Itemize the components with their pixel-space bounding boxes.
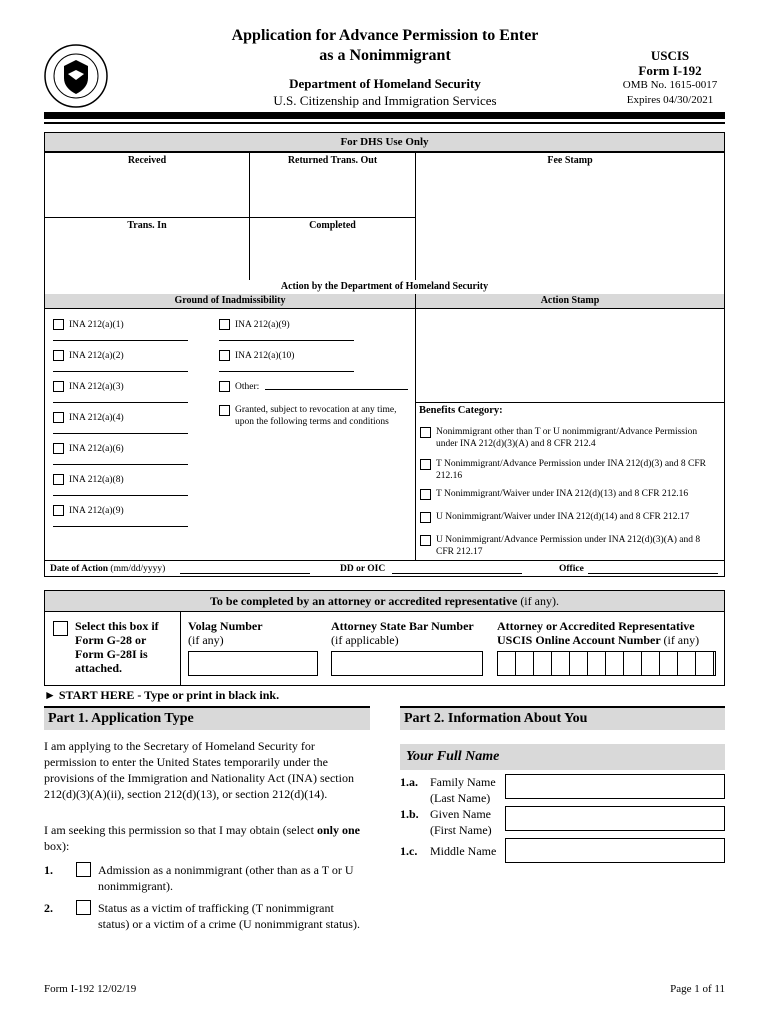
benefit-option[interactable]: T Nonimmigrant/Advance Permission under INA 212(d)(3) and 8 CFR 212.16 — [420, 458, 720, 482]
field-number: 1.a. — [400, 775, 418, 789]
middle-name-label: Middle Name — [430, 844, 497, 858]
part1-para1: I am applying to the Secretary of Homeland Security for permission to enter the United States temporarily under the provisions of the Immigration and Nationality Act (INA) section 212(d)(3)(A)(ii), section 212(d)(13), or section 212(d)(14). — [44, 739, 354, 801]
form-id-block: USCIS Form I-192 OMB No. 1615-0017 Expires 04/30/2021 — [622, 48, 718, 106]
g28-label: Select this box if Form G-28 or Form G-28I is attached. — [75, 619, 159, 675]
dd-oic-line[interactable] — [392, 573, 522, 574]
ina-option[interactable]: INA 212(a)(2) — [53, 350, 124, 362]
ina-option[interactable]: INA 212(a)(10) — [219, 350, 294, 362]
other-line — [265, 389, 408, 390]
part1-para2: I am seeking this permission so that I may obtain (select only one box): — [44, 823, 360, 853]
footer-form-id: Form I-192 12/02/19 — [44, 983, 137, 995]
checkbox[interactable] — [53, 350, 64, 361]
part1-title: Part 1. Application Type — [44, 706, 370, 730]
part2-title: Part 2. Information About You — [400, 706, 725, 730]
uscis-account-label: Attorney or Accredited Representative USCIS Online Account Number (if any) — [497, 619, 700, 647]
ground-header: Ground of Inadmissibility — [45, 294, 416, 309]
benefit-option[interactable]: T Nonimmigrant/Waiver under INA 212(d)(13) and 8 CFR 212.16 — [420, 488, 720, 500]
divider — [415, 402, 724, 403]
dhs-seal-icon — [44, 44, 108, 108]
dhs-use-title: For DHS Use Only — [45, 133, 724, 152]
volag-input[interactable] — [188, 651, 318, 676]
checkbox[interactable] — [53, 319, 64, 330]
field-number: 1.b. — [400, 807, 419, 821]
trans-in-cell: Trans. In — [44, 217, 250, 281]
given-name-input[interactable] — [505, 806, 725, 831]
other-option[interactable]: Other: — [219, 381, 259, 393]
item1-number: 1. — [44, 863, 53, 877]
item1-checkbox[interactable] — [76, 862, 91, 877]
bar-number-input[interactable] — [331, 651, 483, 676]
g28-checkbox[interactable] — [53, 621, 68, 636]
underline — [53, 464, 188, 465]
benefit-option[interactable]: U Nonimmigrant/Waiver under INA 212(d)(14) and 8 CFR 212.17 — [420, 511, 720, 523]
divider — [45, 560, 724, 561]
underline — [53, 433, 188, 434]
checkbox[interactable] — [420, 512, 431, 523]
date-of-action-line[interactable] — [180, 573, 310, 574]
family-name-input[interactable] — [505, 774, 725, 799]
ina-option[interactable]: INA 212(a)(9) — [53, 505, 124, 517]
header-rule — [44, 112, 725, 119]
dd-oic-label: DD or OIC — [340, 564, 386, 574]
form-title: Application for Advance Permission to Enter as a Nonimmigrant — [231, 27, 539, 64]
ina-option[interactable]: INA 212(a)(3) — [53, 381, 124, 393]
ina-option[interactable]: INA 212(a)(9) — [219, 319, 290, 331]
checkbox[interactable] — [53, 412, 64, 423]
ina-option[interactable]: INA 212(a)(4) — [53, 412, 124, 424]
checkbox[interactable] — [53, 381, 64, 392]
received-cell: Received — [44, 152, 250, 218]
start-here: ► START HERE - Type or print in black ink. — [44, 688, 280, 702]
divider — [180, 611, 181, 685]
checkbox[interactable] — [420, 427, 431, 438]
underline — [53, 340, 188, 341]
divider — [415, 308, 416, 560]
checkbox[interactable] — [219, 350, 230, 361]
underline — [53, 371, 188, 372]
family-name-label: Family Name (Last Name) — [430, 775, 496, 805]
benefits-title: Benefits Category: — [419, 405, 503, 416]
underline — [219, 371, 354, 372]
middle-name-input[interactable] — [505, 838, 725, 863]
bar-label: Attorney State Bar Number (if applicable) — [331, 619, 474, 647]
given-name-label: Given Name (First Name) — [430, 807, 492, 837]
benefit-option[interactable]: U Nonimmigrant/Advance Permission under INA 212(d)(3)(A) and 8 CFR 212.17 — [420, 534, 720, 558]
full-name-subtitle: Your Full Name — [400, 744, 725, 770]
item2-checkbox[interactable] — [76, 900, 91, 915]
checkbox[interactable] — [219, 381, 230, 392]
date-of-action-label: Date of Action (mm/dd/yyyy) — [50, 564, 166, 574]
attorney-title: To be completed by an attorney or accredited representative (if any). — [45, 591, 724, 612]
ina-option[interactable]: INA 212(a)(8) — [53, 474, 124, 486]
footer-page: Page 1 of 11 — [670, 983, 725, 995]
department-block: Department of Homeland Security U.S. Citizenship and Immigration Services — [273, 76, 497, 108]
ina-option[interactable]: INA 212(a)(1) — [53, 319, 124, 331]
office-label: Office — [559, 564, 584, 574]
action-title: Action by the Department of Homeland Security — [45, 280, 724, 295]
checkbox[interactable] — [53, 474, 64, 485]
granted-option[interactable]: Granted, subject to revocation at any time, upon the following terms and conditions — [219, 404, 411, 428]
ina-option[interactable]: INA 212(a)(6) — [53, 443, 124, 455]
benefit-option[interactable]: Nonimmigrant other than T or U nonimmigrant/Advance Permission under INA 212(d)(3)(A) and 8 CFR 212.4 — [420, 426, 720, 450]
action-stamp-header: Action Stamp — [416, 294, 724, 309]
checkbox[interactable] — [219, 319, 230, 330]
field-number: 1.c. — [400, 844, 418, 858]
checkbox[interactable] — [420, 489, 431, 500]
item1-text: Admission as a nonimmigrant (other than as a T or U nonimmigrant). — [98, 863, 354, 893]
volag-label: Volag Number (if any) — [188, 619, 263, 647]
uscis-account-input[interactable] — [497, 651, 716, 676]
underline — [219, 340, 354, 341]
checkbox[interactable] — [219, 405, 230, 416]
checkbox[interactable] — [53, 443, 64, 454]
office-line[interactable] — [588, 573, 718, 574]
completed-cell: Completed — [249, 217, 416, 281]
checkbox[interactable] — [53, 505, 64, 516]
returned-cell: Returned Trans. Out — [249, 152, 416, 218]
underline — [53, 402, 188, 403]
item2-text: Status as a victim of trafficking (T nonimmigrant status) or a victim of a crime (U nonimmigrant status). — [98, 901, 360, 931]
checkbox[interactable] — [420, 535, 431, 546]
fee-stamp-cell: Fee Stamp — [415, 152, 725, 281]
underline — [53, 526, 188, 527]
item2-number: 2. — [44, 901, 53, 915]
checkbox[interactable] — [420, 459, 431, 470]
underline — [53, 495, 188, 496]
header-rule-thin — [44, 122, 725, 124]
